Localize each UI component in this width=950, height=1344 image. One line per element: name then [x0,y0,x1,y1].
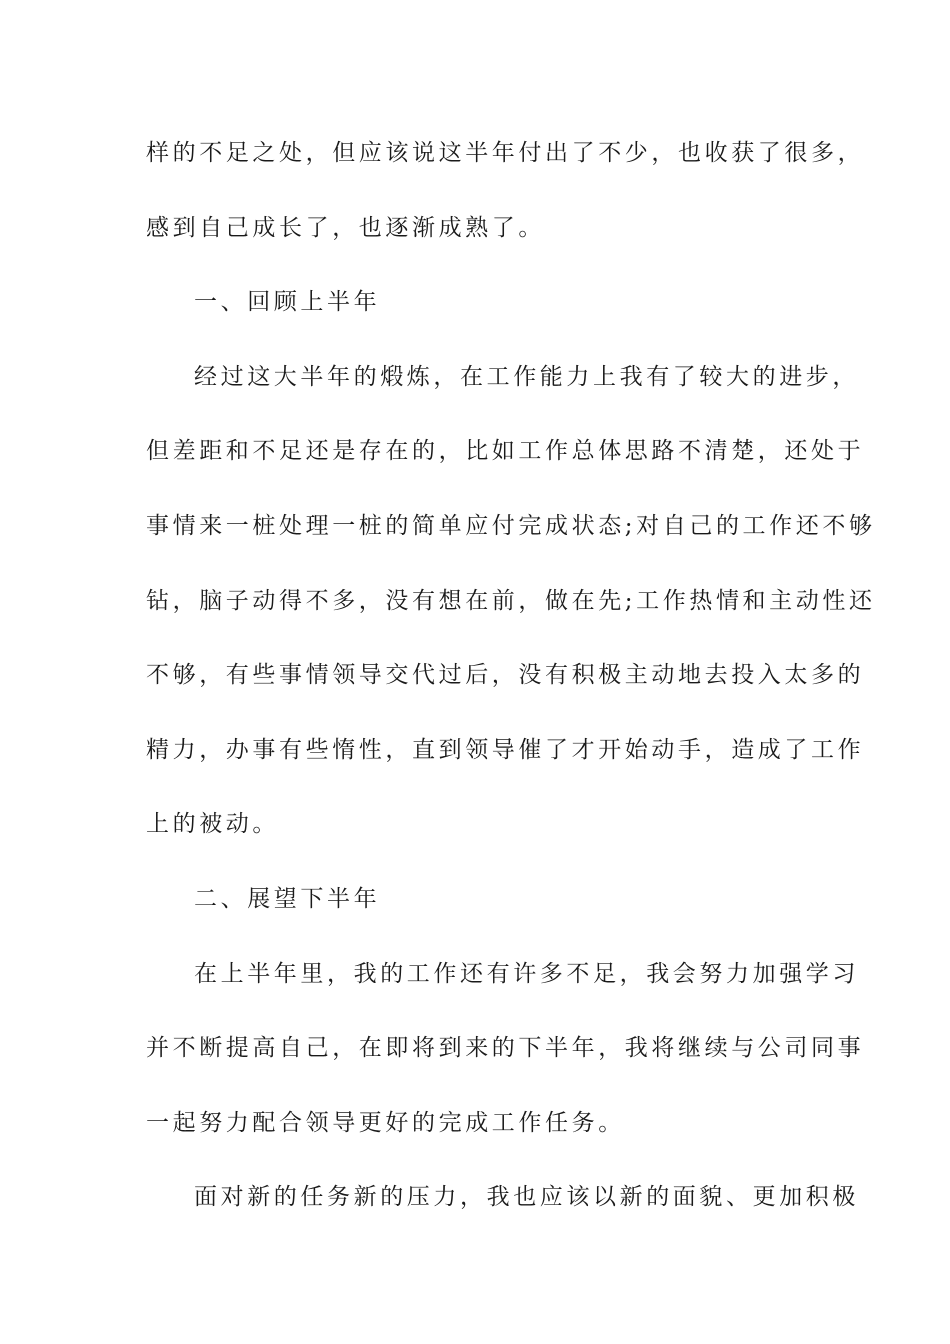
section-heading: 一、回顾上半年 [194,289,381,316]
text-line: 钻，脑子动得不多，没有想在前，做在先;工作热情和主动性还 [146,587,876,614]
text-line: 但差距和不足还是存在的，比如工作总体思路不清楚，还处于 [146,438,865,465]
text-line: 在上半年里，我的工作还有许多不足，我会努力加强学习 [194,960,859,987]
text-line: 事情来一桩处理一桩的简单应付完成状态;对自己的工作还不够 [146,512,876,539]
document-body [146,128,876,1247]
text-line: 面对新的任务新的压力，我也应该以新的面貌、更加积极 [194,1184,859,1211]
text-line: 感到自己成长了，也逐渐成熟了。 [146,214,545,241]
text-line: 经过这大半年的煅炼，在工作能力上我有了较大的进步， [194,363,859,390]
text-line: 上的被动。 [146,811,279,838]
text-line: 一起努力配合领导更好的完成工作任务。 [146,1109,625,1136]
text-line: 并不断提高自己，在即将到来的下半年，我将继续与公司同事 [146,1035,865,1062]
text-line: 精力，办事有些惰性，直到领导催了才开始动手，造成了工作 [146,736,865,763]
section-heading: 二、展望下半年 [194,885,381,912]
text-line: 不够，有些事情领导交代过后，没有积极主动地去投入太多的 [146,662,865,689]
text-line: 样的不足之处，但应该说这半年付出了不少，也收获了很多， [146,140,865,166]
